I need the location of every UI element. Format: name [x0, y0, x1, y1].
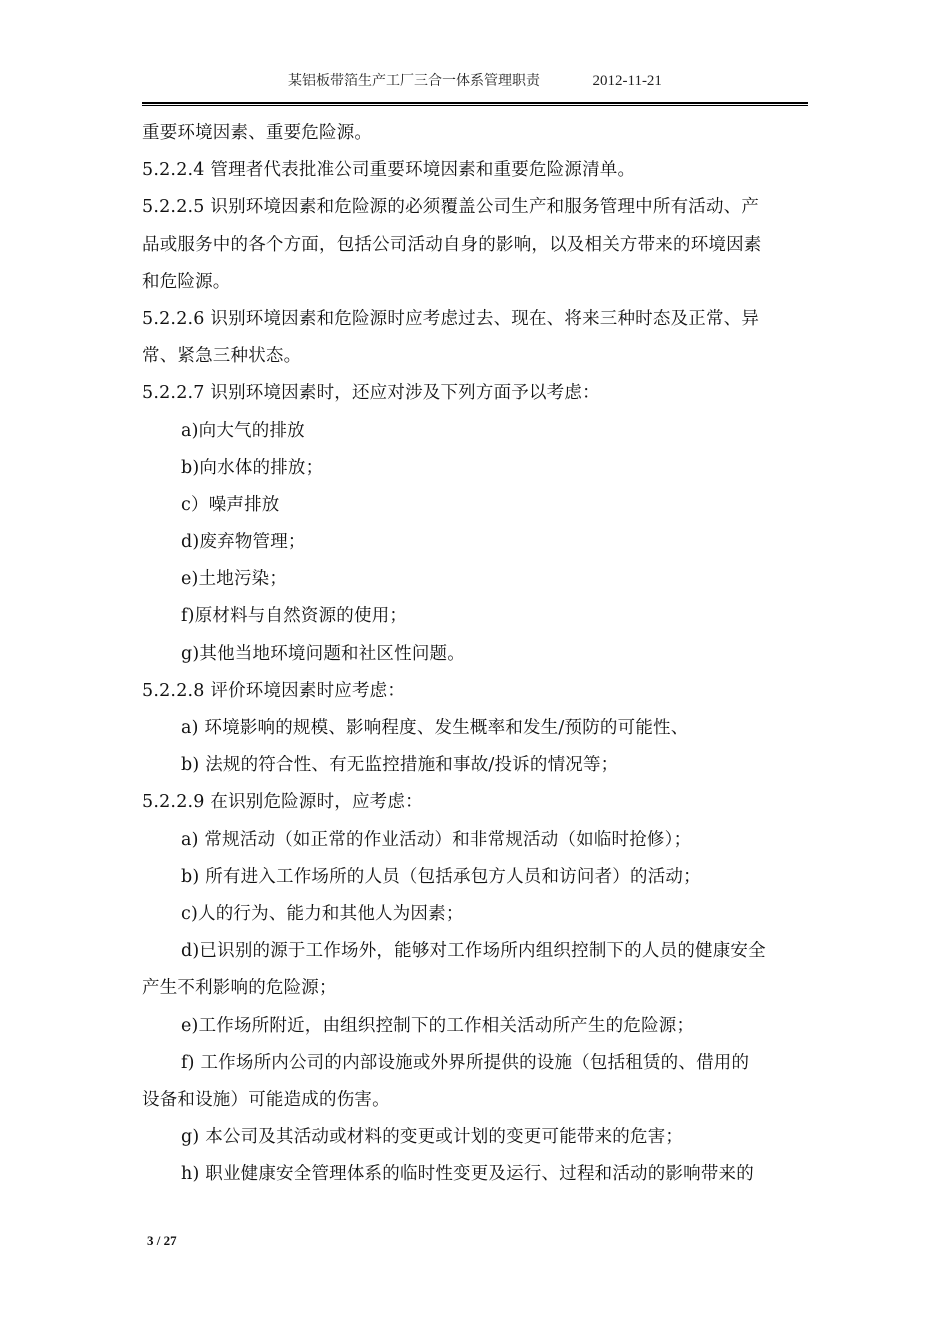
text-line: d)已识别的源于工作场外，能够对工作场所内组织控制下的人员的健康安全	[181, 941, 766, 962]
header-text	[142, 70, 808, 90]
text-line: c)人的行为、能力和其他人为因素；	[181, 903, 464, 924]
text-line: e)土地污染；	[181, 569, 288, 590]
text-line: g)其他当地环境问题和社区性问题。	[181, 643, 465, 664]
text-line: b) 所有进入工作场所的人员（包括承包方人员和访问者）的活动；	[181, 866, 701, 887]
text-line: 5.2.2.9 在识别危险源时，应考虑：	[142, 792, 423, 813]
text-line: a) 环境影响的规模、影响程度、发生概率和发生/预防的可能性、	[181, 718, 689, 738]
text-line: e)工作场所附近，由组织控制下的工作相关活动所产生的危险源；	[181, 1015, 695, 1036]
header-date: 2012-11-21	[592, 73, 662, 89]
page-header	[142, 62, 808, 106]
page-number: 3 / 27	[147, 1233, 177, 1248]
text-line: a) 常规活动（如正常的作业活动）和非常规活动（如临时抢修）；	[181, 829, 692, 850]
text-line: 设备和设施）可能造成的伤害。	[142, 1089, 390, 1110]
text-line: 5.2.2.4 管理者代表批准公司重要环境因素和重要危险源清单。	[142, 160, 636, 181]
text-line: d)废弃物管理；	[181, 532, 306, 553]
text-line: f)原材料与自然资源的使用；	[181, 606, 408, 627]
text-line: g) 本公司及其活动或材料的变更或计划的变更可能带来的危害；	[181, 1127, 684, 1148]
header-title: 某铝板带箔生产工厂三合一体系管理职责	[288, 73, 541, 89]
text-line: b) 法规的符合性、有无监控措施和事故/投诉的情况等；	[181, 755, 619, 776]
text-line: 品或服务中的各个方面，包括公司活动自身的影响，以及相关方带来的环境因素	[142, 234, 762, 255]
text-line: 重要环境因素、重要危险源。	[142, 123, 373, 143]
text-line: a)向大气的排放	[181, 420, 305, 441]
text-line: h) 职业健康安全管理体系的临时性变更及运行、过程和活动的影响带来的	[181, 1164, 754, 1185]
document-body	[142, 115, 808, 1193]
text-line: 5.2.2.6 识别环境因素和危险源时应考虑过去、现在、将来三种时态及正常、异	[142, 308, 760, 329]
text-line: 5.2.2.7 识别环境因素时，还应对涉及下列方面予以考虑：	[142, 383, 600, 404]
text-line: 常、紧急三种状态。	[142, 346, 302, 367]
text-line: c）噪声排放	[181, 494, 280, 515]
text-line: 产生不利影响的危险源；	[142, 978, 337, 999]
text-line: b)向水体的排放；	[181, 457, 324, 478]
text-line: 和危险源。	[142, 271, 231, 292]
header-rule	[142, 102, 808, 106]
text-line: 5.2.2.8 评价环境因素时应考虑：	[142, 680, 406, 701]
text-line: f) 工作场所内公司的内部设施或外界所提供的设施（包括租赁的、借用的	[181, 1052, 750, 1073]
text-line: 5.2.2.5 识别环境因素和危险源的必须覆盖公司生产和服务管理中所有活动、产	[142, 197, 760, 218]
